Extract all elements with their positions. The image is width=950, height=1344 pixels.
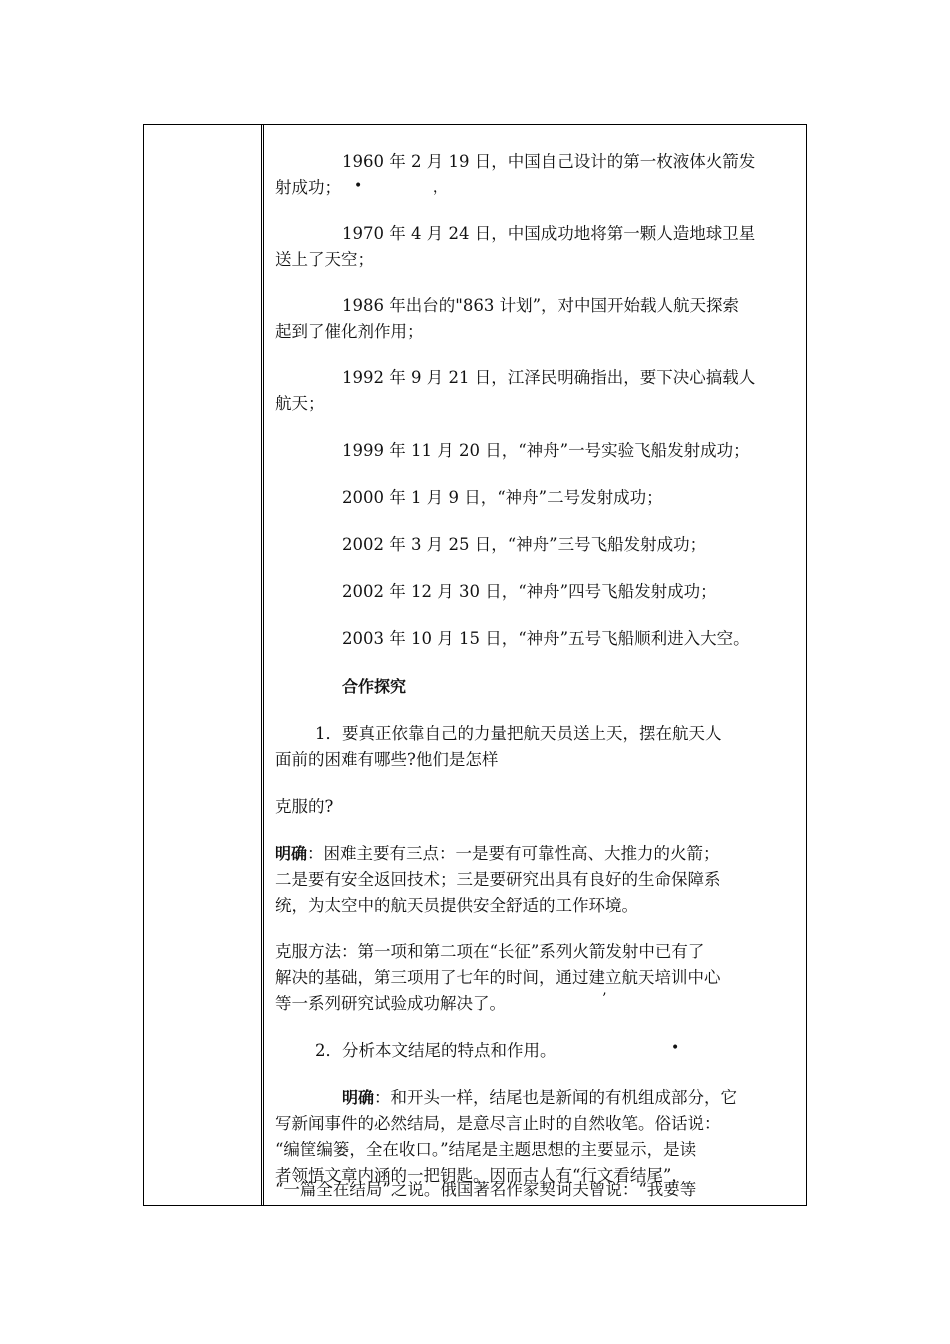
paragraph-2002-december: 2002 年 12 月 30 日，“神舟”四号飞船发射成功； — [342, 582, 717, 601]
method-line2: 解决的基础，第三项用了七年的时间，通过建立航天培训中心 — [275, 968, 721, 987]
question-1-end: 克服的? — [275, 797, 334, 816]
answer-2-line4: 者领悟文章内涵的一把钥匙。因而古人有“行文看结尾”， — [275, 1166, 688, 1185]
answer-2: 明确：和开头一样，结尾也是新闻的有机组成部分，它 — [342, 1088, 738, 1107]
paragraph-2000: 2000 年 1 月 9 日，“神舟”二号发射成功； — [342, 488, 663, 507]
question-1-cont: 面前的困难有哪些?他们是怎样 — [275, 750, 499, 769]
stray-quote: ’ — [602, 991, 607, 1007]
answer-2-line5: “一篇全在结局”之说。俄国著名作家契诃夫曾说：“我要等 — [275, 1180, 697, 1199]
paragraph-2002-march: 2002 年 3 月 25 日，“神舟”三号飞船发射成功； — [342, 535, 707, 554]
paragraph-1986: 1986 年出台的"863 计划”，对中国开始载人航天探索 — [342, 296, 739, 315]
lesson-table — [143, 124, 807, 1206]
paragraph-1970-cont: 送上了天空； — [275, 250, 374, 269]
table-right-column — [263, 125, 806, 1205]
question-2: 2．分析本文结尾的特点和作用。 — [315, 1041, 557, 1060]
section-heading: 合作探究 — [342, 677, 407, 696]
table-left-column — [144, 125, 262, 1205]
paragraph-1986-cont: 起到了催化剂作用； — [275, 322, 424, 341]
paragraph-1992: 1992 年 9 月 21 日，江泽民明确指出，要下决心搞载人 — [342, 368, 756, 387]
stray-dot-2: • — [671, 1040, 680, 1056]
answer-2-line2: 写新闻事件的必然结局，是意尽言止时的自然收笔。俗话说： — [275, 1114, 721, 1133]
answer-1: 明确：困难主要有三点：一是要有可靠性高、大推力的火箭； — [275, 844, 720, 863]
answer-1-line3: 统，为太空中的航天员提供安全舒适的工作环境。 — [275, 896, 638, 915]
paragraph-2003: 2003 年 10 月 15 日，“神舟”五号飞船顺利进入大空。 — [342, 629, 750, 648]
paragraph-1999: 1999 年 11 月 20 日，“神舟”一号实验飞船发射成功； — [342, 441, 750, 460]
paragraph-1992-cont: 航天； — [275, 394, 325, 413]
paragraph-1970: 1970 年 4 月 24 日，中国成功地将第一颗人造地球卫星 — [342, 224, 756, 243]
question-1: 1．要真正依靠自己的力量把航天员送上天，摆在航天人 — [315, 724, 722, 743]
method-line3: 等一系列研究试验成功解决了。 — [275, 994, 506, 1013]
answer-1-line2: 二是要有安全返回技术；三是要研究出具有良好的生命保障系 — [275, 870, 721, 889]
answer-2-line3: “编筐编篓，全在收口。”结尾是主题思想的主要显示，是读 — [275, 1140, 697, 1159]
paragraph-1960: 1960 年 2 月 19 日，中国自己设计的第一枚液体火箭发 — [342, 152, 756, 171]
stray-dot: • — [354, 178, 363, 194]
method-paragraph: 克服方法：第一项和第二项在“长征”系列火箭发射中已有了 — [275, 942, 705, 961]
stray-comma: ， — [433, 180, 447, 196]
paragraph-1960-cont: 射成功； — [275, 178, 341, 197]
